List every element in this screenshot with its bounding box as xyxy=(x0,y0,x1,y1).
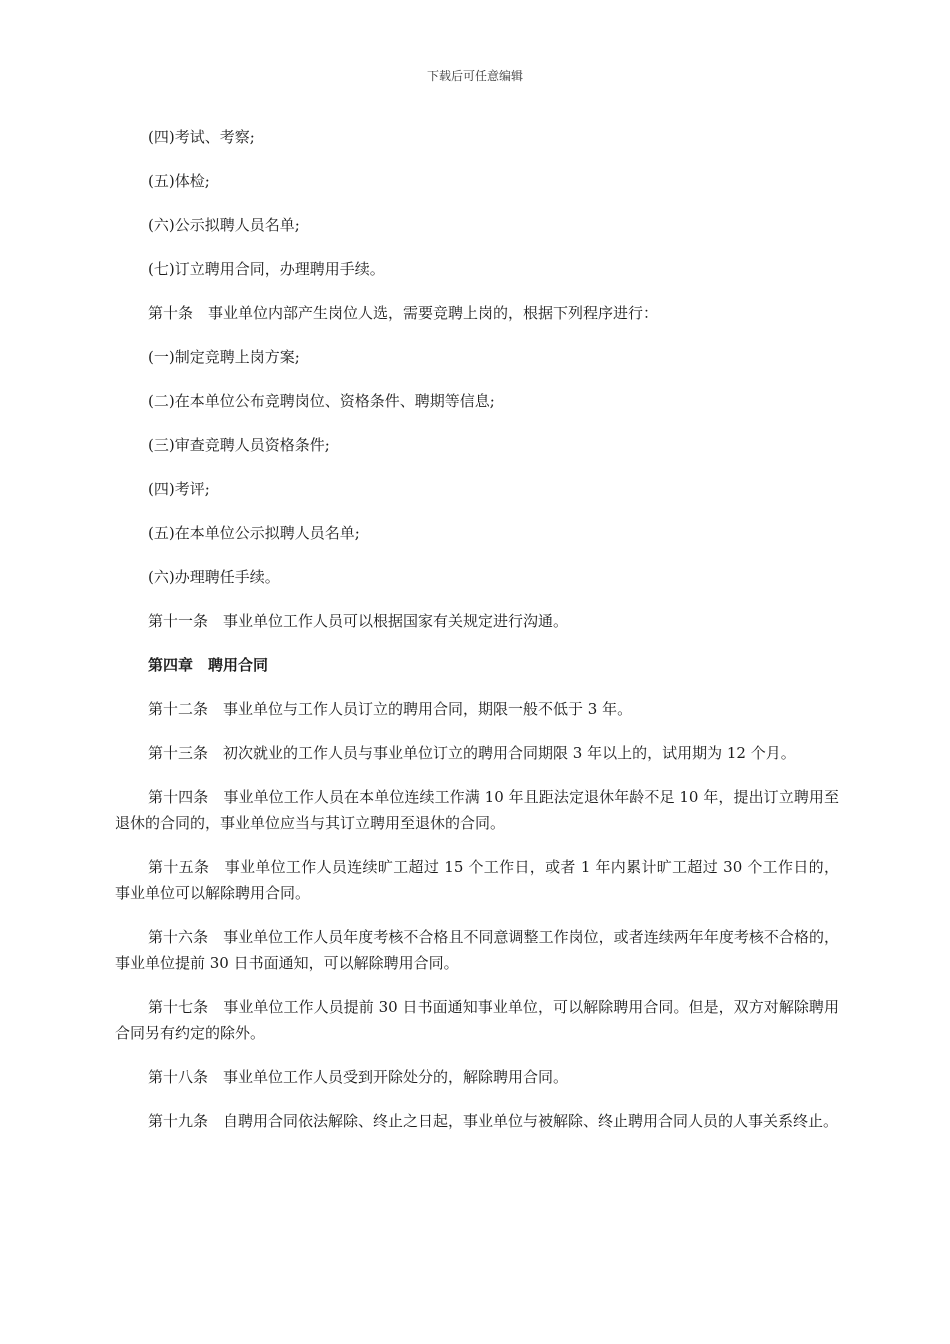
paragraph: (四)考评; xyxy=(148,480,210,498)
paragraph: (四)考试、考察; xyxy=(148,128,255,146)
page-header: 下载后可任意编辑 xyxy=(426,69,523,83)
article-paragraph: 第十三条 初次就业的工作人员与事业单位订立的聘用合同期限 3 年以上的，试用期为 12 个月。 xyxy=(148,744,796,762)
article-paragraph: 第十六条 事业单位工作人员年度考核不合格且不同意调整工作岗位，或者连续两年年度考核不合格的，事业单位提前 30 日书面通知，可以解除聘用合同。 xyxy=(115,928,839,972)
paragraph: (七)订立聘用合同，办理聘用手续。 xyxy=(148,260,385,278)
article-paragraph: 第十九条 自聘用合同依法解除、终止之日起，事业单位与被解除、终止聘用合同人员的人事关系终止。 xyxy=(148,1112,839,1130)
article-paragraph: 第十一条 事业单位工作人员可以根据国家有关规定进行沟通。 xyxy=(148,612,569,630)
paragraph: (一)制定竞聘上岗方案; xyxy=(148,348,300,366)
article-paragraph: 第十八条 事业单位工作人员受到开除处分的，解除聘用合同。 xyxy=(148,1068,569,1086)
paragraph: (五)体检; xyxy=(148,172,210,190)
chapter-heading: 第四章 聘用合同 xyxy=(148,656,269,674)
paragraph: (六)公示拟聘人员名单; xyxy=(148,216,300,234)
article-paragraph: 第十二条 事业单位与工作人员订立的聘用合同，期限一般不低于 3 年。 xyxy=(148,700,633,718)
paragraph: (二)在本单位公布竞聘岗位、资格条件、聘期等信息; xyxy=(148,392,495,410)
paragraph: (六)办理聘任手续。 xyxy=(148,568,280,586)
paragraph: (五)在本单位公示拟聘人员名单; xyxy=(148,524,360,542)
paragraph: (三)审查竞聘人员资格条件; xyxy=(148,436,330,454)
article-paragraph: 第十条 事业单位内部产生岗位人选，需要竞聘上岗的，根据下列程序进行： xyxy=(148,304,659,322)
document-body xyxy=(115,124,839,1152)
article-paragraph: 第十五条 事业单位工作人员连续旷工超过 15 个工作日，或者 1 年内累计旷工超过 30 个工作日的，事业单位可以解除聘用合同。 xyxy=(115,858,839,902)
article-paragraph: 第十四条 事业单位工作人员在本单位连续工作满 10 年且距法定退休年龄不足 10 年，提出订立聘用至退休的合同的，事业单位应当与其订立聘用至退休的合同。 xyxy=(115,788,839,832)
article-paragraph: 第十七条 事业单位工作人员提前 30 日书面通知事业单位，可以解除聘用合同。但是，双方对解除聘用合同另有约定的除外。 xyxy=(115,998,839,1042)
